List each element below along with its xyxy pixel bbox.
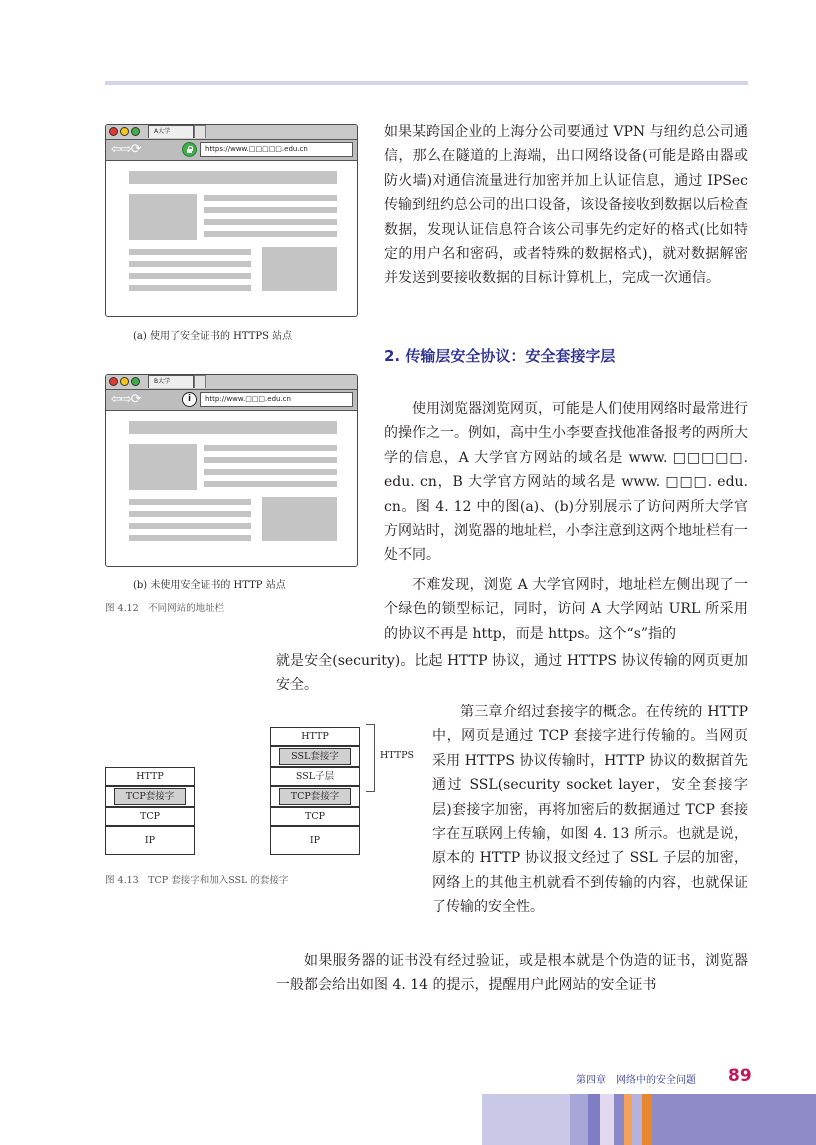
- https-label: HTTPS: [380, 750, 415, 761]
- band-stripe: [624, 1094, 632, 1145]
- nav-bar: [106, 140, 357, 161]
- nav-arrows-icon: ⇦⇨⟳: [111, 142, 141, 157]
- band-stripe: [482, 1094, 570, 1145]
- nav-arrows-icon: ⇦⇨⟳: [111, 392, 141, 407]
- placeholder-line: [204, 457, 337, 463]
- placeholder-block: [129, 171, 337, 184]
- stack-tcp-socket-row: [105, 786, 195, 807]
- stack-ssl-socket-row: [270, 746, 360, 767]
- placeholder-line: [129, 535, 251, 541]
- stack-ip: IP: [270, 826, 360, 855]
- paragraph-socket: 第三章介绍过套接字的概念。在传统的 HTTP 中，网页是通过 TCP 套接字进行传输的。当网页采用 HTTPS 协议传输时，HTTP 协议的数据首先通过 SSL(security socket layer，安全套接字层)套接字加密，再将加密后的数据通过 TCP 套接字在互联网上传输，如图 4. 13 所示。也就是说，原本的 HTTP 协议报文经过了 SSL 子层的加密，网络上的其他主机就看不到传输的内容，也就保证了传输的安全性。: [432, 704, 748, 916]
- new-tab: [194, 375, 206, 388]
- placeholder-line: [204, 195, 337, 201]
- page-content-placeholder: [106, 161, 357, 316]
- paragraph-certificate: 如果服务器的证书没有经过验证，或是根本就是个伪造的证书，浏览器一般都会给出如图 4. 14 的提示，提醒用户此网站的安全证书: [276, 953, 748, 994]
- https-bracket: [366, 724, 375, 792]
- stack-tcp: TCP: [270, 807, 360, 826]
- paragraph-browser: 使用浏览器浏览网页，可能是人们使用网络时最常进行的操作之一。例如，高中生小李要查找他准备报考的两所大学的信息，A 大学官方网站的域名是 www. □□□□□. edu. cn，B 大学官方网站的域名是 www. □□□. edu. cn。图 4. 12 中的图(a)、(b)分别展示了访问两所大学官方网站时，浏览器的地址栏，小李注意到这两个地址栏有一处不同。: [384, 401, 748, 564]
- address-bar: https://www.□□□□□.edu.cn: [200, 142, 353, 157]
- placeholder-line: [204, 481, 337, 487]
- placeholder-line: [204, 445, 337, 451]
- page-number: 89: [728, 1066, 752, 1086]
- stack-http: HTTP: [270, 727, 360, 746]
- new-tab: [194, 125, 206, 138]
- placeholder-block: [129, 194, 197, 240]
- paragraph-lock: 不难发现，浏览 A 大学官网时，地址栏左侧出现了一个绿色的锁型标记，同时，访问 A 大学网站 URL 所采用的协议不再是 http，而是 https。这个“s”指的: [384, 577, 748, 642]
- lock-icon: [182, 142, 197, 157]
- chapter-footer: 第四章 网络中的安全问题: [576, 1075, 696, 1086]
- maximize-dot-icon: [131, 127, 140, 136]
- band-stripe: [652, 1094, 816, 1145]
- title-bar: [106, 125, 357, 140]
- placeholder-line: [204, 231, 337, 237]
- placeholder-line: [129, 511, 251, 517]
- top-rule: [105, 81, 748, 85]
- placeholder-line: [129, 249, 251, 255]
- placeholder-line: [129, 523, 251, 529]
- info-icon: i: [182, 392, 197, 407]
- paragraph-vpn: 如果某跨国企业的上海分公司要通过 VPN 与纽约总公司通信，那么在隧道的上海端，出口网络设备(可能是路由器或防火墙)对通信流量进行加密并加上认证信息，通过 IPSec 传输到纽约总公司的出口设备，该设备接收到数据以后检查数据，发现认证信息符合该公司事先约定好的格式(比如特定的用户名和密码，或者特殊的数据格式)，就对数据解密并发送到要接收数据的目标计算机上，完成一次通信。: [384, 124, 748, 287]
- placeholder-block: [129, 421, 337, 434]
- section-title: 2. 传输层安全协议：安全套接字层: [384, 347, 616, 365]
- placeholder-line: [204, 469, 337, 475]
- stack-tcp-socket: TCP套接字: [279, 788, 351, 805]
- band-stripe: [600, 1094, 614, 1145]
- minimize-dot-icon: [120, 377, 129, 386]
- stack-tcp: TCP: [105, 807, 195, 826]
- title-bar: [106, 375, 357, 390]
- placeholder-line: [204, 207, 337, 213]
- address-bar: http://www.□□□.edu.cn: [200, 392, 353, 407]
- close-dot-icon: [109, 377, 118, 386]
- band-stripe: [642, 1094, 652, 1145]
- stack-tcp-socket: TCP套接字: [114, 788, 186, 805]
- paragraph-security: 就是安全(security)。比起 HTTP 协议，通过 HTTPS 协议传输的网页更加安全。: [276, 653, 748, 694]
- page-content-placeholder: [106, 411, 357, 566]
- placeholder-block: [262, 497, 337, 541]
- nav-bar: [106, 390, 357, 411]
- band-stripe: [632, 1094, 642, 1145]
- stack-ssl-layer: SSL子层: [270, 767, 360, 786]
- placeholder-block: [129, 444, 197, 490]
- figure-4-13-label: 图 4.13 TCP 套接字和加入SSL 的套接字: [105, 875, 289, 886]
- band-stripe: [588, 1094, 600, 1145]
- placeholder-line: [129, 499, 251, 505]
- placeholder-line: [129, 285, 251, 291]
- close-dot-icon: [109, 127, 118, 136]
- placeholder-line: [129, 261, 251, 267]
- figure-4-12-label: 图 4.12 不同网站的地址栏: [105, 603, 225, 614]
- band-stripe: [570, 1094, 588, 1145]
- minimize-dot-icon: [120, 127, 129, 136]
- stack-ssl-socket: SSL套接字: [279, 748, 351, 765]
- browser-mockup-http: [105, 374, 358, 567]
- stack-ip: IP: [105, 826, 195, 855]
- browser-mockup-https: [105, 124, 358, 317]
- placeholder-line: [129, 273, 251, 279]
- figure-a-caption: (a) 使用了安全证书的 HTTPS 站点: [133, 331, 293, 342]
- stack-tcp-socket-row: [270, 786, 360, 807]
- maximize-dot-icon: [131, 377, 140, 386]
- band-stripe: [614, 1094, 624, 1145]
- browser-tab: A大学: [148, 125, 194, 138]
- browser-tab: B大学: [148, 375, 194, 388]
- stack-http: HTTP: [105, 767, 195, 786]
- placeholder-line: [204, 219, 337, 225]
- placeholder-block: [262, 247, 337, 291]
- figure-b-caption: (b) 未使用安全证书的 HTTP 站点: [133, 580, 286, 591]
